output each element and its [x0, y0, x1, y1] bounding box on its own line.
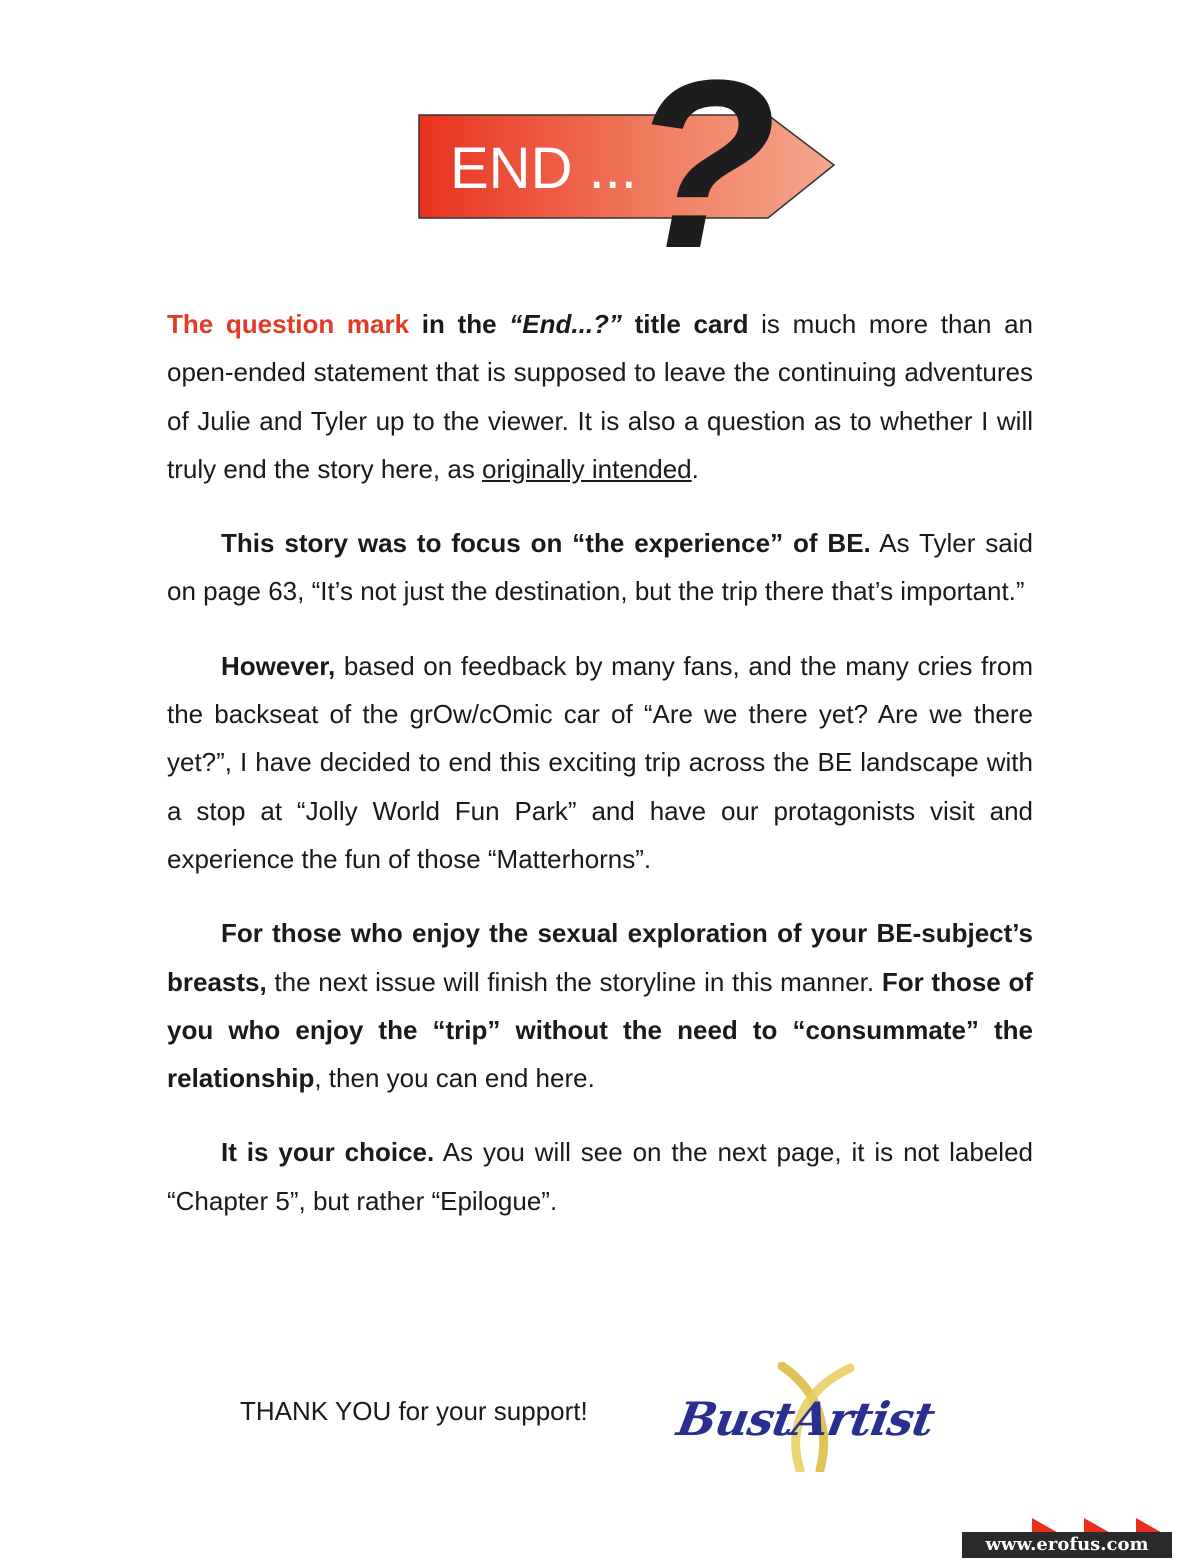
paragraph-3: However, based on feedback by many fans, and the many cries from the backseat of the grOw/cOmic car of “Are we there yet? Are we there yet?”, I have decided to end this exciting trip across the BE landscape with a stop at “Jolly World Fun Park” and have our protagonists visit and experience the fun of those “Matterhorns”.	[167, 650, 1033, 874]
underlined-phrase: originally intended	[482, 453, 692, 484]
paragraph-5: It is your choice. As you will see on the next page, it is not labeled “Chapter 5”, but rather “Epilogue”.	[167, 1137, 1033, 1216]
thank-you-note: THANK YOU for your support!	[240, 1396, 588, 1426]
title-card-label: END ...	[450, 136, 637, 201]
bustartist-logo	[670, 1362, 950, 1472]
logo-wordmark: BustArtist	[673, 1392, 939, 1446]
paragraph-1: The question mark in the “End...?” title card is much more than an open-ended statement that is supposed to leave the continuing adventures of Julie and Tyler up to the viewer. It is also a question as to whether I will truly end the story here, as originally intended.	[167, 309, 1034, 484]
highlight-phrase: The question mark	[167, 309, 410, 339]
question-mark-glyph: ?	[630, 30, 777, 298]
body-text	[167, 300, 1033, 1225]
watermark: www.erofus.com	[962, 1532, 1172, 1558]
paragraph-4: For those who enjoy the sexual exploration of your BE-subject’s breasts, the next issue will finish the storyline in this manner. For those of you who enjoy the “trip” without the need to “consummate” the relationship, then you can end here.	[167, 918, 1033, 1094]
paragraph-2: This story was to focus on “the experience” of BE. As Tyler said on page 63, “It’s not just the destination, but the trip there that’s important.”	[167, 528, 1033, 607]
